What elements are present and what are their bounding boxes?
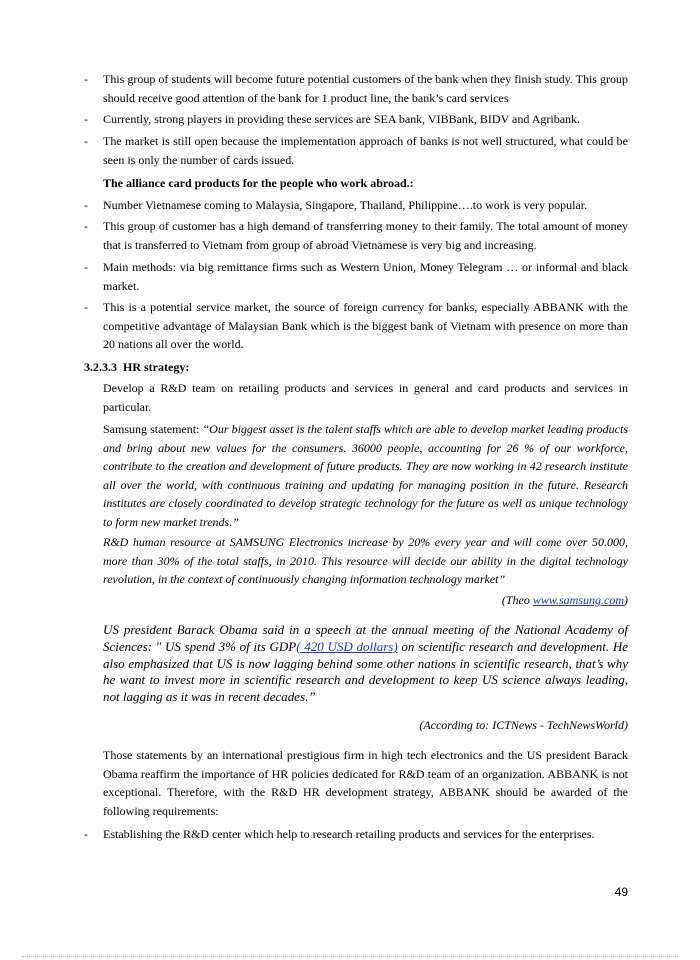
samsung-quote-2: R&D human resource at SAMSUNG Electronics increase by 20% every year and will come over 50.000, more than 30% of the total staffs, in 2010. This resource will decide our ability in the digital technology revolution, in the context of continuously changing information technology market” bbox=[103, 535, 628, 587]
obama-paragraph bbox=[103, 622, 628, 706]
samsung-link[interactable]: www.samsung.com bbox=[532, 593, 624, 607]
source-close: ) bbox=[624, 593, 628, 607]
bullet-dash: - bbox=[84, 72, 88, 86]
source-open: (Theo bbox=[501, 593, 533, 607]
section-heading bbox=[84, 360, 189, 375]
conclusion-paragraph: Those statements by an international prestigious firm in high tech electronics and the US president Barack Obama reaffirm the importance of HR policies dedicated for R&D team of an organization. ABBANK is not exceptional. Therefore, with the R&D HR development strategy, ABBANK should be awarded of the following requirements: bbox=[103, 748, 628, 818]
samsung-quote: “Our biggest asset is the talent staffs which are able to develop market leading products and bring about new values for the consumers. 36000 people, accounting for 26 % of our workforce, contribute to the creation and development of future products. They are now working in 42 research institute all over the world, with continuous training and updating for managing position in the future. Research institutes are closely coordinated to develop strategic technology for the future as well as unique technology to form new market trends.” bbox=[103, 422, 628, 529]
bullet-text: Establishing the R&D center which help to research retailing products and services for the enterprises. bbox=[103, 827, 595, 841]
page-number: 49 bbox=[614, 885, 628, 899]
samsung-paragraph bbox=[103, 420, 628, 532]
intro-paragraph: Develop a R&D team on retailing products and services in general and card products and services in particular. bbox=[103, 381, 628, 414]
bullet-dash: - bbox=[84, 134, 88, 148]
bullet-text: This group of customer has a high demand of transferring money to their family. The total amount of money that is transferred to Vietnam from group of abroad Vietnamese is very big and increasing. bbox=[103, 219, 628, 252]
bullet-text: Number Vietnamese coming to Malaysia, Singapore, Thailand, Philippine….to work is very popular. bbox=[103, 198, 588, 212]
bullet-dash: - bbox=[84, 260, 88, 274]
section-title: HR strategy: bbox=[123, 360, 190, 374]
gdp-link[interactable]: ( 420 USD dollars) bbox=[296, 638, 398, 654]
bullet-text: The market is still open because the implementation approach of banks is not well structured, what could be seen is only the number of cards issued. bbox=[103, 134, 628, 167]
samsung-source bbox=[502, 593, 628, 608]
bullet-dash: - bbox=[84, 827, 88, 841]
bullet-dash: - bbox=[84, 300, 88, 314]
bullet-text: Main methods: via big remittance firms such as Western Union, Money Telegram … or informal and black market. bbox=[103, 260, 628, 293]
samsung-lead: Samsung statement: bbox=[103, 422, 203, 436]
obama-source: (According to: ICTNews - TechNewsWorld) bbox=[419, 718, 628, 732]
bullet-text: This is a potential service market, the source of foreign currency for banks, especially ABBANK with the competitive advantage of Malaysian Bank which is the biggest bank of Vietnam with presence on more than 20 nations all over the world. bbox=[103, 300, 628, 352]
bullet-text: This group of students will become future potential customers of the bank when they finish study. This group should receive good attention of the bank for 1 product line, the bank’s card services bbox=[103, 72, 628, 105]
bullet-text: Currently, strong players in providing these services are SEA bank, VIBBank, BIDV and Agribank. bbox=[103, 112, 581, 126]
alliance-heading: The alliance card products for the people who work abroad.: bbox=[103, 176, 414, 190]
page-divider bbox=[22, 956, 678, 957]
section-number: 3.2.3.3 bbox=[84, 360, 117, 374]
bullet-dash: - bbox=[84, 112, 88, 126]
obama-part1: US president Barack Obama said in a speech at the annual meeting of the National Academy of Sciences: " US spend 3% of its GDP bbox=[103, 622, 628, 654]
bullet-dash: - bbox=[84, 219, 88, 233]
bullet-dash: - bbox=[84, 198, 88, 212]
obama-part2: on scientific research and development. He also emphasized that US is now lagging behind some other nations in scientific research, that’s why he want to invest more in scientific research and development to keep US science always leading, not lagging as it was in recent decades.” bbox=[103, 638, 629, 705]
